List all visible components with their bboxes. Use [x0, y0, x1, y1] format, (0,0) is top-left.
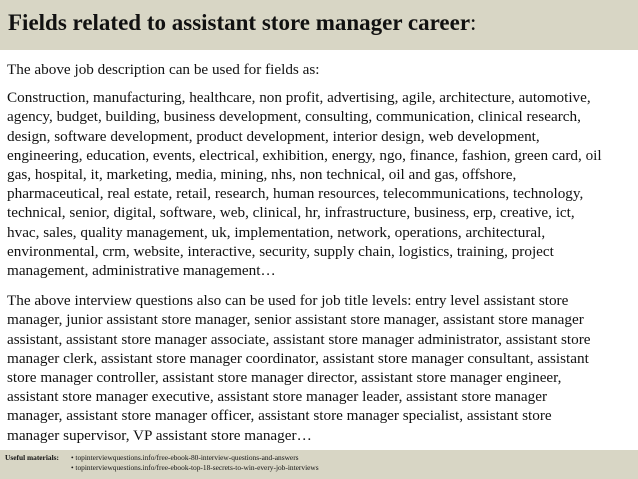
title-bar	[0, 0, 638, 50]
fields-line: technical, senior, digital, software, web, clinical, hr, infrastructure, business, erp, creative, ict,	[7, 204, 575, 222]
footer-link-ebook-80[interactable]: • topinterviewquestions.info/free-ebook-80-interview-questions-and-answers	[71, 453, 299, 462]
job-levels-paragraph	[7, 291, 633, 445]
fields-line: engineering, education, events, electrical, exhibition, energy, ngo, finance, fashion, green card, oil	[7, 146, 602, 164]
footer-link-ebook-18[interactable]: • topinterviewquestions.info/free-ebook-top-18-secrets-to-win-every-job-interviews	[71, 463, 319, 472]
footer-row	[5, 463, 638, 473]
job-levels-line: manager, junior assistant store manager, senior assistant store manager, assistant store manager	[7, 311, 584, 329]
intro-text: The above job description can be used for fields as:	[7, 61, 320, 78]
fields-line: pharmaceutical, real estate, retail, research, human resources, telecommunications, technology,	[7, 185, 584, 203]
fields-line: hvac, sales, quality management, uk, implementation, network, operations, architectural,	[7, 223, 546, 241]
footer-row	[5, 453, 638, 463]
job-levels-line: The above interview questions also can be used for job title levels: entry level assistant store	[7, 292, 569, 310]
slide-content	[7, 60, 633, 445]
slide-title: Fields related to assistant store manager career	[8, 10, 471, 35]
job-levels-line: store manager controller, assistant store manager director, assistant store manager engineer,	[7, 369, 562, 387]
fields-line: environmental, crm, website, interactive, security, supply chain, logistics, training, project	[7, 242, 554, 260]
job-levels-line: manager, assistant store manager officer, assistant store manager specialist, assistant store	[7, 407, 552, 425]
job-levels-line: assistant, assistant store manager associate, assistant store manager administrator, assistant store	[7, 330, 591, 348]
footer-bar	[0, 450, 638, 479]
job-levels-line: assistant store manager executive, assistant store manager leader, assistant store manager	[7, 388, 548, 406]
fields-line: Construction, manufacturing, healthcare, non profit, advertising, agile, architecture, automotive,	[7, 89, 591, 107]
job-levels-line: manager supervisor, VP assistant store manager…	[7, 426, 312, 444]
fields-line: design, software development, product development, interior design, web development,	[7, 127, 540, 145]
fields-line: agency, budget, building, business development, consulting, communication, clinical research,	[7, 108, 581, 126]
fields-paragraph	[7, 88, 633, 280]
fields-line: management, administrative management…	[7, 262, 276, 280]
fields-line: gas, hospital, it, marketing, media, mining, nhs, non technical, oil and gas, offshore,	[7, 166, 517, 184]
footer-label: Useful materials:	[5, 453, 59, 462]
job-levels-line: manager clerk, assistant store manager coordinator, assistant store manager consultant, assistant	[7, 349, 589, 367]
slide-title-colon: :	[470, 10, 477, 35]
